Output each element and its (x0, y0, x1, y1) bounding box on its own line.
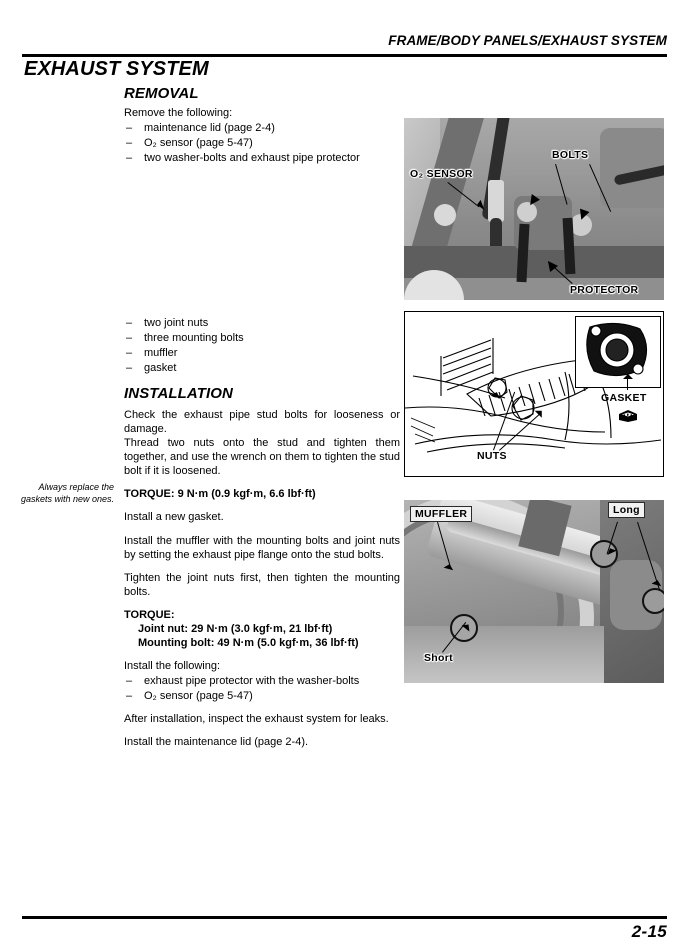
figure-label-o2-sensor: O₂ SENSOR (410, 168, 473, 180)
removal-heading: REMOVAL (124, 85, 199, 102)
dash-marker: – (126, 331, 133, 344)
removal-list-1 (124, 121, 400, 165)
callout-leader (627, 378, 628, 390)
list-item-label: two joint nuts (144, 316, 209, 329)
install-new-gasket-paragraph: Install a new gasket. (124, 511, 224, 524)
figure-label-nuts: NUTS (477, 450, 507, 462)
list-item-label: maintenance lid (page 2-4) (144, 122, 275, 135)
list-item-label: O₂ sensor (page 5-47) (144, 137, 253, 150)
removal-list-2 (124, 316, 400, 375)
removal-lead-in: Remove the following: (124, 107, 233, 120)
torque-stud-block (124, 487, 400, 501)
figure-label-gasket: GASKET (601, 392, 647, 404)
figure-label-muffler: MUFFLER (410, 506, 472, 522)
list-item-label: two washer-bolts and exhaust pipe protector (144, 152, 360, 165)
torque-joint-nut-value: Joint nut: 29 N·m (3.0 kgf·m, 21 lbf·ft) (138, 622, 333, 635)
figure-label-short: Short (424, 652, 453, 664)
dash-marker: – (126, 122, 133, 135)
new-part-icon (617, 408, 639, 423)
tighten-order-paragraph: Tighten the joint nuts first, then tighten the mounting bolts. (124, 571, 400, 598)
list-item (124, 331, 400, 345)
install-lid-paragraph: Install the maintenance lid (page 2-4). (124, 736, 309, 749)
list-item (124, 361, 400, 375)
figure-exhaust-pipe-protector-photo (404, 118, 664, 300)
installation-check-paragraph: Check the exhaust pipe stud bolts for looseness or damage. (124, 409, 400, 436)
dash-marker: – (126, 316, 133, 329)
mounting-bolt-long-upper (590, 540, 618, 568)
torque-heading: TORQUE: (124, 608, 175, 621)
list-item-label: three mounting bolts (144, 331, 244, 344)
dash-marker: – (126, 346, 133, 359)
dash-marker: – (126, 137, 133, 150)
installation-heading: INSTALLATION (124, 384, 233, 402)
install-lead-in: Install the following: (124, 660, 220, 673)
page-number: 2-15 (631, 922, 667, 941)
mounting-bolt-long-lower (642, 588, 664, 614)
installation-thread-paragraph: Thread two nuts onto the stud and tighten them together, and use the wrench on them to tighten the stud bolt if it is loosened. (124, 437, 400, 478)
list-item (124, 136, 400, 150)
figure-muffler-nuts-gasket-drawing (404, 311, 664, 477)
figure-muffler-mounting-bolts-photo (404, 500, 664, 683)
installation-list (124, 674, 400, 703)
list-item (124, 316, 400, 330)
list-item (124, 151, 400, 165)
gasket-inset-box (575, 316, 661, 388)
inspect-leaks-paragraph: After installation, inspect the exhaust system for leaks. (124, 713, 389, 726)
dash-marker: – (126, 690, 133, 703)
figure-1-gutter-spacer (124, 175, 400, 316)
figure-label-bolts: BOLTS (552, 149, 589, 161)
list-item (124, 121, 400, 135)
list-item-label: exhaust pipe protector with the washer-bolts (144, 675, 360, 688)
list-item-label: O₂ sensor (page 5-47) (144, 690, 253, 703)
gasket-drawing (576, 317, 658, 385)
figure-label-long: Long (608, 502, 645, 518)
page-title: EXHAUST SYSTEM (24, 58, 209, 80)
install-muffler-paragraph: Install the muffler with the mounting bolts and joint nuts by setting the exhaust pipe flange onto the stud bolts. (124, 534, 400, 561)
list-item (124, 689, 400, 703)
list-item (124, 674, 400, 688)
torque-stud-value: TORQUE: 9 N·m (0.9 kgf·m, 6.6 lbf·ft) (124, 488, 316, 501)
callout-arrowhead (623, 374, 633, 379)
torque-install-block (124, 608, 400, 650)
margin-note-replace-gaskets: Always replace the gaskets with new ones. (20, 482, 114, 505)
footer-rule (22, 916, 667, 919)
running-header: FRAME/BODY PANELS/EXHAUST SYSTEM (388, 33, 667, 48)
list-item-label: gasket (144, 361, 177, 374)
dash-marker: – (126, 152, 133, 165)
dash-marker: – (126, 675, 133, 688)
torque-mounting-bolt-value: Mounting bolt: 49 N·m (5.0 kgf·m, 36 lbf·ft) (138, 637, 359, 650)
list-item-label: muffler (144, 346, 178, 359)
list-item (124, 346, 400, 360)
photo-shape (434, 204, 456, 226)
body-text-column (124, 84, 400, 758)
dash-marker: – (126, 361, 133, 374)
photo-shape (488, 180, 504, 222)
header-rule (22, 54, 667, 57)
figure-label-protector: PROTECTOR (570, 284, 639, 296)
